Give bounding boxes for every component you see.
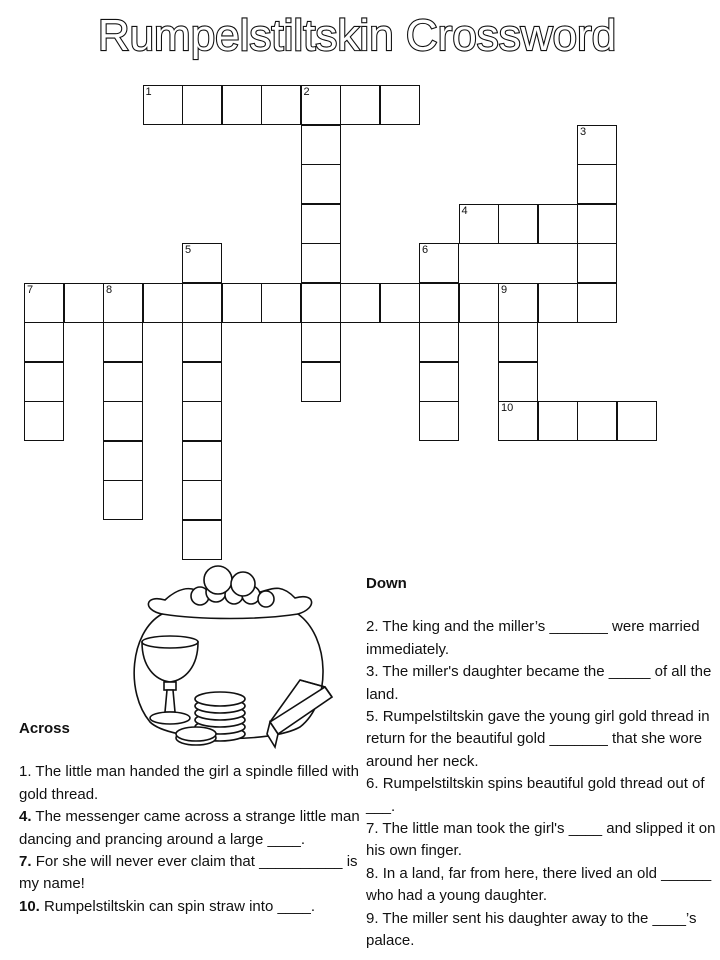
grid-cell[interactable] [419,401,459,441]
grid-cell[interactable] [301,283,341,323]
grid-cell[interactable] [538,204,578,244]
grid-cell[interactable] [419,322,459,362]
clue-number-label: 7. [366,820,379,838]
grid-cell[interactable] [301,204,341,244]
across-clue [19,896,364,918]
across-clue-list [19,761,364,918]
clue-text: The little man took the girl's ____ and slipped it on his own finger. [366,820,716,860]
grid-cell[interactable] [459,283,499,323]
across-clue [19,851,364,896]
grid-cell[interactable] [577,164,617,204]
grid-cell[interactable] [301,125,341,165]
grid-cell[interactable] [103,322,143,362]
across-clue [19,761,364,806]
down-clue [366,818,716,863]
grid-cell[interactable] [103,480,143,520]
grid-cell[interactable] [143,283,183,323]
grid-cell[interactable] [577,283,617,323]
clue-number-label: 1. [19,763,32,781]
grid-cell[interactable] [143,85,183,125]
grid-cell[interactable] [24,322,64,362]
grid-cell[interactable] [498,362,538,402]
page-title: Rumpelstiltskin Crossword [97,11,617,60]
grid-cell[interactable] [459,204,499,244]
grid-cell[interactable] [301,164,341,204]
grid-cell[interactable] [577,125,617,165]
grid-cell[interactable] [103,401,143,441]
grid-cell[interactable] [538,283,578,323]
grid-cell[interactable] [380,283,420,323]
down-clue-list [366,616,716,952]
clue-text: In a land, far from here, there lived an old ______ who had a young daughter. [366,864,712,905]
clue-number-label: 10. [19,897,40,915]
grid-cell[interactable] [64,283,104,323]
grid-cell[interactable] [222,283,262,323]
grid-cell[interactable] [301,322,341,362]
grid-cell[interactable] [182,520,222,560]
grid-cell[interactable] [103,283,143,323]
clue-number: 6 [422,244,429,256]
grid-cell[interactable] [419,283,459,323]
clue-number: 4 [461,204,468,217]
across-clues [19,718,364,918]
clue-number: 2 [303,86,310,98]
clue-number-label: 8. [366,864,379,882]
grid-cell[interactable] [340,85,380,125]
clue-number: 3 [580,125,587,138]
grid-cell[interactable] [498,283,538,323]
clue-number: 9 [501,283,508,296]
grid-cell[interactable] [498,401,538,441]
clue-number: 8 [106,283,113,296]
down-heading: Down [366,575,407,592]
grid-cell[interactable] [182,243,222,283]
grid-cell[interactable] [261,283,301,323]
grid-cell[interactable] [498,204,538,244]
clue-number-label: 4. [19,808,32,826]
clue-number-label: 6. [366,775,379,793]
grid-cell[interactable] [301,243,341,283]
grid-cell[interactable] [419,362,459,402]
clue-text: The miller's daughter became the _____ of all the land. [366,663,712,703]
clue-number-label: 3. [366,663,379,681]
clue-text: Rumpelstiltskin spins beautiful gold thread out of ___. [366,775,705,815]
grid-cell[interactable] [577,401,617,441]
grid-cell[interactable] [577,243,617,283]
clue-text: The messenger came across a strange little man dancing and prancing around a large ____. [19,808,360,848]
grid-cell[interactable] [182,480,222,520]
grid-cell[interactable] [182,85,222,125]
clue-text: The little man handed the girl a spindle filled with gold thread. [19,763,359,803]
grid-cell[interactable] [103,362,143,402]
clue-number-label: 5. [366,708,379,726]
down-clues [366,573,716,953]
grid-cell[interactable] [24,362,64,402]
down-clue [366,616,716,661]
down-clue [366,863,716,908]
grid-cell[interactable] [419,243,459,283]
clue-text: Rumpelstiltskin gave the young girl gold thread in return for the beautiful gold _______ that she wore around her neck. [366,708,710,770]
clue-number-label: 2. [366,618,379,636]
down-clue [366,661,716,706]
down-clue [366,706,716,773]
grid-cell[interactable] [617,401,657,441]
grid-cell[interactable] [380,85,420,125]
grid-cell[interactable] [24,283,64,323]
clue-number: 7 [27,283,34,296]
grid-cell[interactable] [182,441,222,481]
grid-cell[interactable] [261,85,301,125]
down-clue [366,908,716,953]
clue-text: The king and the miller’s _______ were married immediately. [366,618,700,658]
clue-number: 10 [501,402,514,414]
grid-cell[interactable] [538,401,578,441]
clue-number: 5 [185,244,192,256]
grid-cell[interactable] [103,441,143,481]
grid-cell[interactable] [182,362,222,402]
grid-cell[interactable] [498,322,538,362]
across-clue [19,806,364,851]
grid-cell[interactable] [182,283,222,323]
clue-text: For she will never ever claim that __________ is my name! [19,853,358,893]
grid-cell[interactable] [24,401,64,441]
down-clue [366,773,716,818]
grid-cell[interactable] [182,401,222,441]
grid-cell[interactable] [301,85,341,125]
grid-cell[interactable] [182,322,222,362]
grid-cell[interactable] [340,283,380,323]
clue-text: The miller sent his daughter away to the ____’s palace. [366,909,697,950]
clue-number-label: 7. [19,853,32,871]
clue-number-label: 9. [366,909,379,927]
clue-number: 1 [145,86,152,98]
grid-cell[interactable] [577,204,617,244]
across-heading: Across [19,720,70,737]
grid-cell[interactable] [301,362,341,402]
clue-text: Rumpelstiltskin can spin straw into ____. [44,897,315,915]
grid-cell[interactable] [222,85,262,125]
